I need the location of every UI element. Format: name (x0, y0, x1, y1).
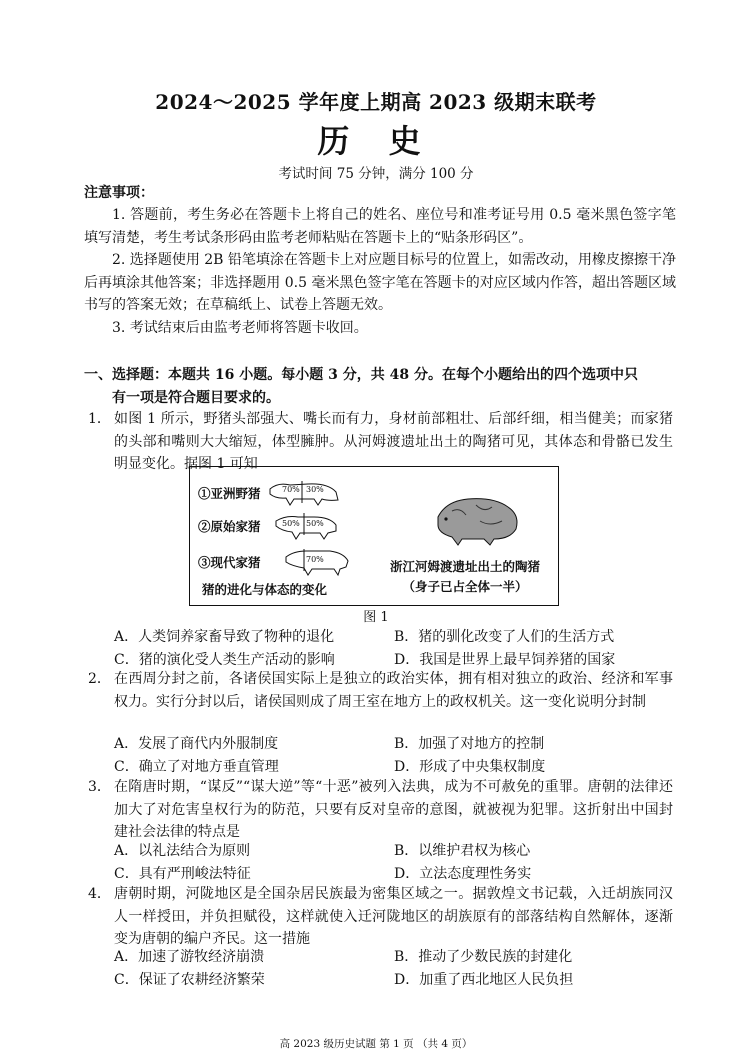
option-c[interactable]: C．确立了对地方垂直管理 (114, 758, 279, 775)
option-b[interactable]: B．猪的驯化改变了人们的生活方式 (394, 629, 615, 645)
question-number: 2． (88, 671, 111, 687)
question-4 (88, 883, 673, 951)
notice-item: 2. 选择题使用 2B 铅笔填涂在答题卡上对应题目标号的位置上，如需改动，用橡皮擦擦干净后再填涂其他答案；非选择题用 0.5 毫米黑色签字笔在答题卡的对应区域内作答，超出答题区域书写的答案无效；在草稿纸上、试卷上答题无效。 (84, 252, 676, 313)
figure-1 (189, 466, 559, 606)
question-4-options (114, 946, 674, 991)
fig-right-caption-1: 浙江河姆渡遗址出土的陶猪 (389, 559, 540, 574)
fig-left-caption: 猪的进化与体态的变化 (202, 582, 328, 597)
option-d[interactable]: D．形成了中央集权制度 (394, 758, 546, 775)
fig-row-label: ③现代家猪 (198, 555, 261, 570)
page-footer: 高 2023 级历史试题 第 1 页 （共 4 页） (279, 1038, 473, 1050)
option-a[interactable]: A．以礼法结合为原则 (114, 843, 251, 859)
question-stem: 在西周分封之前，各诸侯国实际上是独立的政治实体，拥有相对独立的政治、经济和军事权力。实行分封以后，诸侯国则成了周王室在地方上的政权机关。这一变化说明分封制 (114, 671, 673, 710)
section-heading (84, 364, 680, 409)
wild-boar-icon (270, 481, 338, 505)
section-line-2: 有一项是符合题目要求的。 (112, 389, 280, 406)
option-b[interactable]: B．以维护君权为核心 (394, 843, 531, 859)
pottery-pig-icon (438, 499, 517, 545)
notice-list (84, 204, 676, 339)
fig-right-caption-2: （身子已占全体一半） (402, 579, 528, 594)
option-d[interactable]: D．我国是世界上最早饲养猪的国家 (394, 651, 616, 668)
question-stem: 如图 1 所示，野猪头部强大、嘴长而有力，身材前部粗壮、后部纤细，相当健美；而家猪的头部和嘴则大大缩短，体型臃肿。从河姆渡遗址出土的陶猪可见，其体态和骨骼已发生明显变化。据图 1 可知 (114, 411, 673, 472)
option-d[interactable]: D．加重了西北地区人民负担 (394, 971, 574, 988)
question-stem: 唐朝时期，河陇地区是全国杂居民族最为密集区域之一。据敦煌文书记载，入迁胡族同汉人一样授田，并负担赋役，这样就使入迁河陇地区的胡族原有的部落结构自然解体，逐渐变为唐朝的编户齐民。这一措施 (114, 886, 673, 947)
question-number: 3． (88, 779, 111, 795)
notice-heading: 注意事项： (84, 185, 154, 201)
option-c[interactable]: C．具有严刑峻法特征 (114, 865, 251, 882)
notice-item: 1. 答题前，考生务必在答题卡上将自己的姓名、座位号和准考证号用 0.5 毫米黑色签字笔填写清楚，考生考试条形码由监考老师粘贴在答题卡上的“贴条形码区”。 (84, 207, 676, 246)
question-number: 1． (88, 411, 111, 427)
subject-title: 历 史 (317, 122, 435, 160)
fig-row-body-pct: 70% (306, 555, 324, 564)
fig-row-label: ①亚洲野猪 (198, 486, 261, 501)
option-c[interactable]: C．猪的演化受人类生产活动的影响 (114, 651, 335, 668)
exam-title: 2024～2025 学年度上期高 2023 级期末联考 (155, 90, 597, 114)
option-d[interactable]: D．立法态度理性务实 (394, 865, 532, 882)
fig-row-body-pct: 50% (306, 519, 324, 528)
notice-item: 3. 考试结束后由监考老师将答题卡收回。 (112, 319, 368, 336)
option-a[interactable]: A．人类饲养家畜导致了物种的退化 (114, 629, 335, 645)
option-b[interactable]: B．加强了对地方的控制 (394, 736, 545, 752)
question-2 (88, 668, 673, 713)
fig-row-body-pct: 30% (306, 485, 324, 494)
time-info: 考试时间 75 分钟，满分 100 分 (278, 166, 474, 182)
option-b[interactable]: B．推动了少数民族的封建化 (394, 949, 573, 965)
option-c[interactable]: C．保证了农耕经济繁荣 (114, 971, 265, 988)
question-number: 4． (88, 886, 111, 902)
fig-row-head-pct: 50% (282, 519, 300, 528)
question-stem: 在隋唐时期，“谋反”“谋大逆”等“十恶”被列入法典，成为不可赦免的重罪。唐朝的法律还加大了对危害皇权行为的防范，只要有反对皇帝的意图，就被视为犯罪。这折射出中国封建社会法律的特点是 (114, 779, 673, 840)
question-1-options (114, 626, 674, 671)
section-line-1: 一、选择题：本题共 16 小题。每小题 3 分，共 48 分。在每个小题给出的四个选项中只 (84, 367, 638, 383)
question-3-options (114, 840, 674, 885)
question-2-options (114, 733, 674, 778)
fig-row-label: ②原始家猪 (198, 519, 261, 534)
question-3 (88, 776, 673, 844)
figure-caption: 图 1 (363, 610, 389, 625)
fig-row-head-pct: 70% (282, 485, 300, 494)
option-a[interactable]: A．加速了游牧经济崩溃 (114, 949, 265, 965)
option-a[interactable]: A．发展了商代内外服制度 (114, 736, 279, 752)
